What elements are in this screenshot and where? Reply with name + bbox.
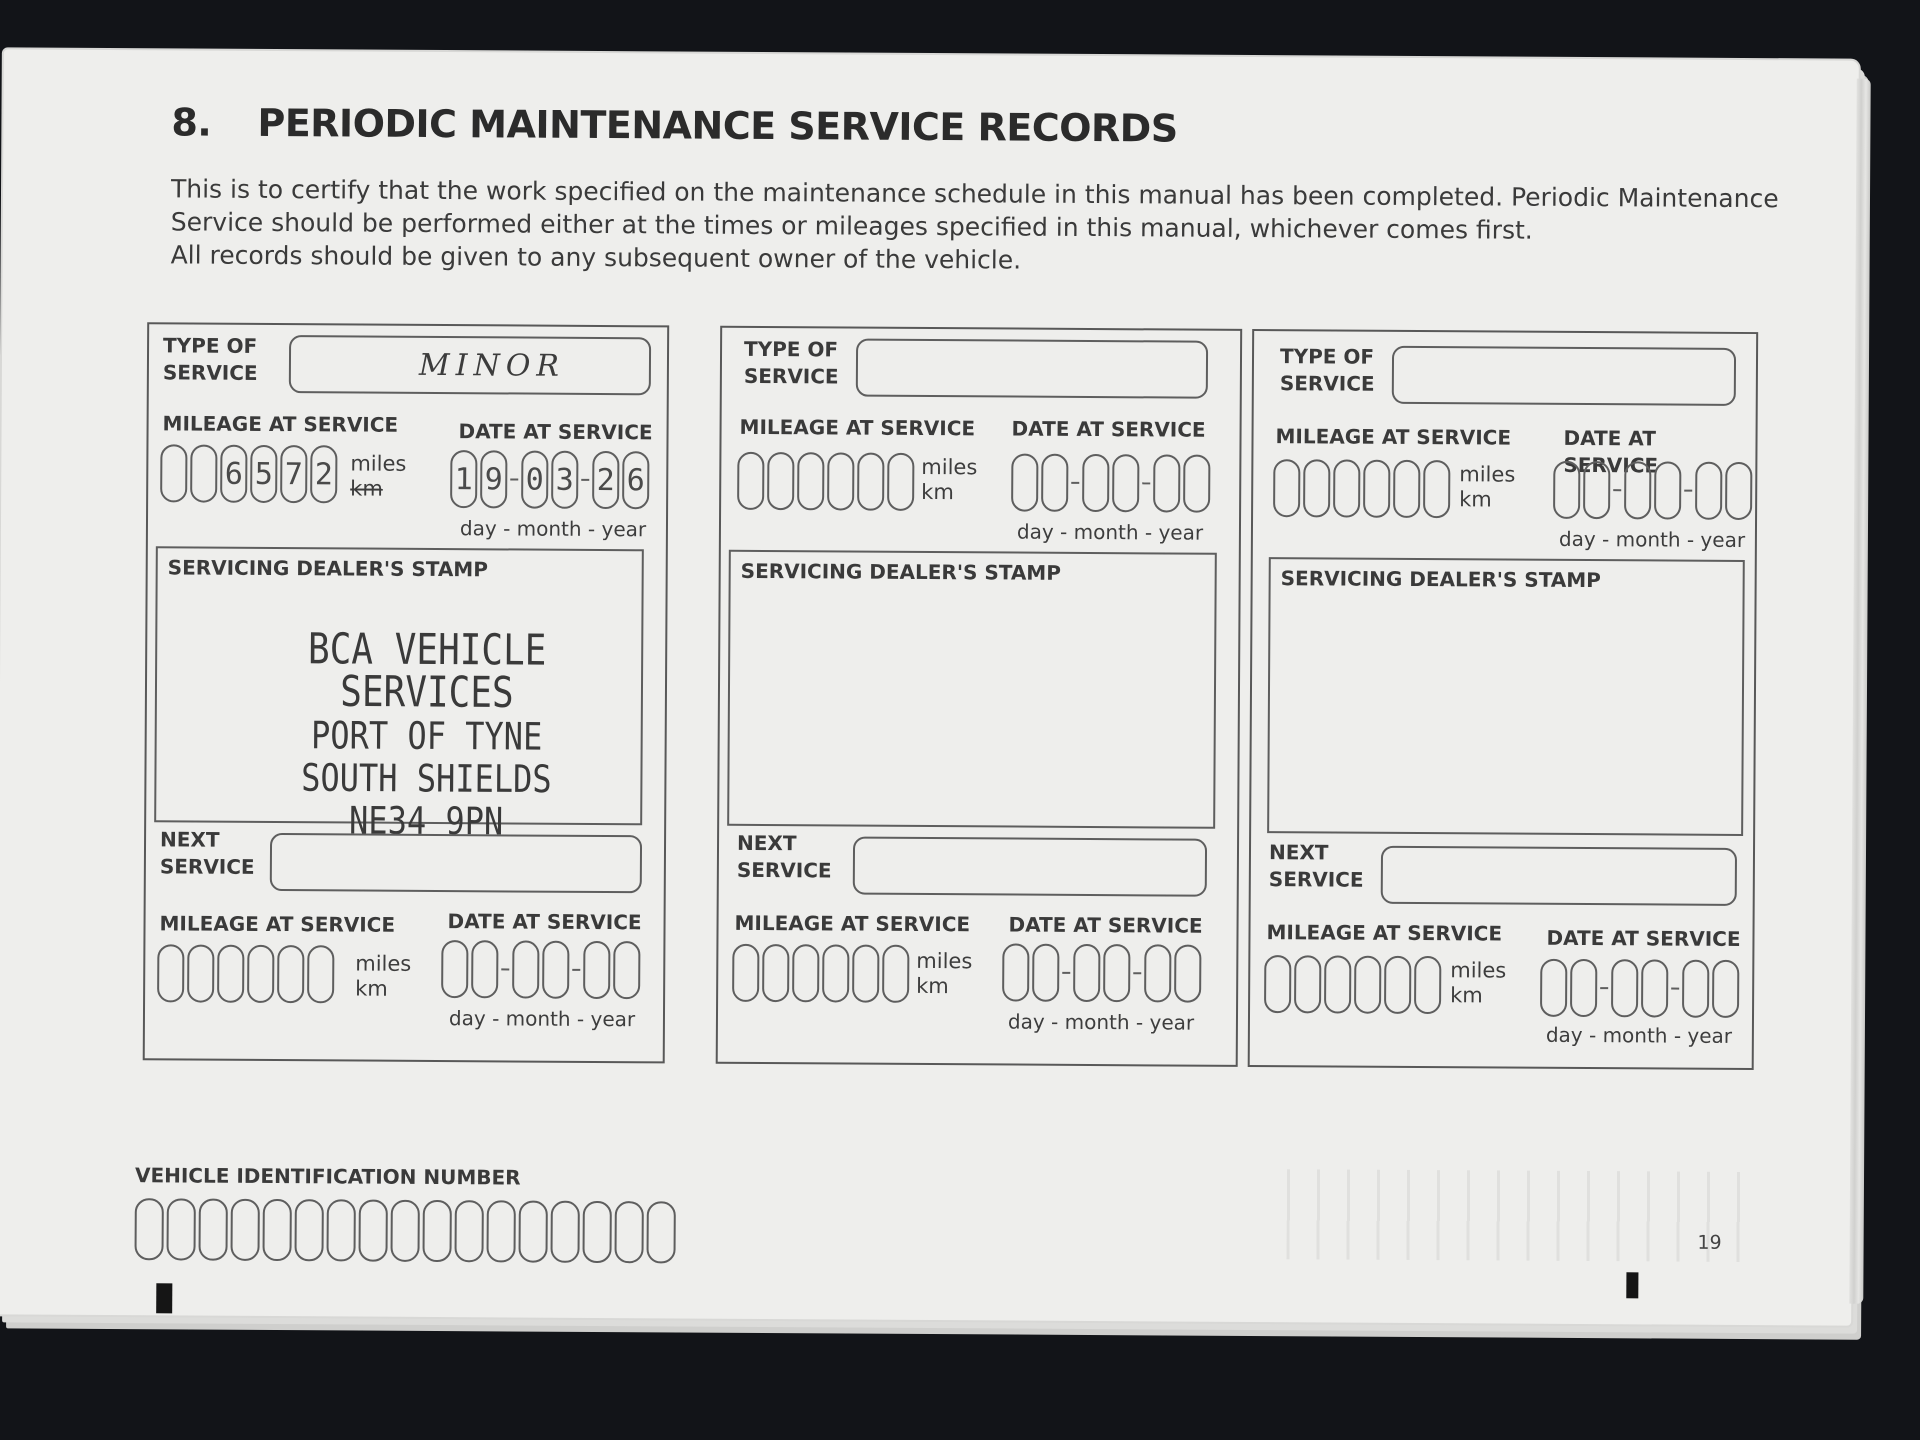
- date-digit-boxes[interactable]: [441, 940, 640, 999]
- date-at-service-label: DATE AT SERVICE: [1008, 912, 1203, 938]
- intro-line-3: All records should be given to any subsequent owner of the vehicle.: [170, 240, 1022, 275]
- next-service-label: NEXT SERVICE: [159, 827, 255, 879]
- vin-box[interactable]: [326, 1199, 355, 1261]
- date-separator: [1600, 987, 1608, 989]
- stamp-line-1: BCA VEHICLE SERVICES: [307, 625, 547, 718]
- vin-box[interactable]: [518, 1201, 547, 1263]
- date-year-box[interactable]: [1695, 462, 1722, 520]
- digit-box[interactable]: [767, 452, 794, 510]
- date-month-box[interactable]: [512, 940, 539, 998]
- dealer-stamp-area: [154, 546, 644, 844]
- date-year-box[interactable]: [613, 941, 640, 999]
- show-through-print: [1287, 1169, 1758, 1262]
- digit-box[interactable]: [190, 444, 217, 502]
- miles-label: miles: [916, 948, 973, 974]
- date-day-box[interactable]: [441, 940, 468, 998]
- date-format-hint: day - month - year: [1558, 526, 1746, 552]
- date-day-box[interactable]: [1041, 454, 1068, 512]
- digit-box[interactable]: [882, 945, 909, 1003]
- date-month-box[interactable]: [1654, 461, 1681, 519]
- mileage-digit-boxes[interactable]: [160, 444, 337, 503]
- date-day-box[interactable]: [1553, 461, 1580, 519]
- digit-box[interactable]: 7: [280, 445, 307, 503]
- service-record-2: [716, 326, 1242, 1067]
- type-of-service-field[interactable]: [856, 339, 1208, 399]
- vin-digit-boxes[interactable]: [134, 1198, 675, 1263]
- date-separator: [1671, 988, 1679, 990]
- date-month-box[interactable]: [1112, 454, 1139, 512]
- digit-box[interactable]: [1264, 955, 1291, 1013]
- digit-box[interactable]: 6: [220, 445, 247, 503]
- date-separator: [510, 478, 518, 480]
- date-year-box[interactable]: [583, 941, 610, 999]
- vin-box[interactable]: [230, 1199, 259, 1261]
- digit-box[interactable]: [160, 444, 187, 502]
- date-format-hint: day - month - year: [459, 516, 647, 542]
- digit-box[interactable]: [1384, 956, 1411, 1014]
- miles-label: miles: [355, 951, 412, 976]
- dealer-stamp-label: SERVICING DEALER'S STAMP: [167, 555, 488, 582]
- digit-box[interactable]: [1324, 955, 1351, 1013]
- mileage-at-service-label: MILEAGE AT SERVICE: [739, 414, 976, 441]
- date-at-service-label: DATE AT SERVICE: [1011, 416, 1206, 442]
- digit-box[interactable]: [157, 944, 184, 1002]
- date-separator: [501, 968, 509, 970]
- mileage-digit-boxes[interactable]: [1273, 459, 1450, 518]
- km-label: km: [355, 976, 388, 1001]
- mileage-at-service-label: MILEAGE AT SERVICE: [734, 910, 971, 937]
- section-heading: [171, 100, 1178, 150]
- date-day-box[interactable]: [1540, 959, 1567, 1017]
- date-format-hint: day - month - year: [1007, 1009, 1195, 1035]
- type-of-service-label: TYPE OF SERVICE: [743, 336, 839, 389]
- mileage-at-service-label: MILEAGE AT SERVICE: [162, 411, 399, 437]
- date-day-box[interactable]: [1570, 959, 1597, 1017]
- stamp-line-2: PORT OF TYNE: [310, 712, 543, 760]
- vin-box[interactable]: [614, 1201, 643, 1263]
- miles-label: miles: [1459, 462, 1516, 487]
- intro-line-1: This is to certify that the work specified on the maintenance schedule in this manual has been completed. Periodic Maintenance: [170, 174, 1779, 214]
- date-format-hint: day - month - year: [448, 1006, 636, 1032]
- next-service-label: NEXT SERVICE: [736, 830, 832, 883]
- date-separator: [1613, 489, 1621, 491]
- date-day-box[interactable]: [1002, 943, 1029, 1001]
- page-stack-edge: [1849, 79, 1870, 1304]
- unit-labels: [921, 455, 977, 505]
- type-of-service-field[interactable]: [289, 335, 651, 395]
- date-separator: [1684, 490, 1692, 492]
- date-year-box[interactable]: [1144, 944, 1171, 1002]
- date-month-box[interactable]: [1073, 944, 1100, 1002]
- vin-box[interactable]: [646, 1201, 675, 1263]
- date-digit-boxes[interactable]: [1553, 461, 1752, 520]
- intro-paragraph: [171, 172, 1802, 281]
- date-digit-boxes[interactable]: [1002, 943, 1201, 1002]
- dealer-stamp-area: [727, 550, 1217, 829]
- date-digit-boxes[interactable]: [1011, 454, 1210, 513]
- km-label: km: [1459, 487, 1492, 512]
- vin-box[interactable]: [358, 1200, 387, 1262]
- date-month-box[interactable]: [1611, 959, 1638, 1017]
- mileage-at-service-label: MILEAGE AT SERVICE: [1275, 424, 1512, 450]
- digit-box[interactable]: [187, 944, 214, 1002]
- date-separator: [1133, 972, 1141, 974]
- vin-box[interactable]: [134, 1198, 163, 1260]
- type-of-service-value: MINOR: [418, 347, 566, 384]
- digit-box[interactable]: [827, 452, 854, 510]
- digit-box[interactable]: [247, 945, 274, 1003]
- date-at-service-label: DATE AT SERVICE: [1546, 925, 1741, 951]
- date-month-box[interactable]: [1103, 944, 1130, 1002]
- date-day-box[interactable]: [1583, 461, 1610, 519]
- date-separator: [1142, 482, 1150, 484]
- unit-labels: [355, 952, 411, 1002]
- digit-box[interactable]: [1273, 459, 1300, 517]
- digit-box[interactable]: [732, 944, 759, 1002]
- date-year-box[interactable]: [1682, 960, 1709, 1018]
- date-day-box[interactable]: 9: [480, 450, 507, 508]
- type-of-service-label: TYPE OF SERVICE: [1279, 344, 1375, 396]
- vin-box[interactable]: [454, 1200, 483, 1262]
- digit-box[interactable]: [737, 452, 764, 510]
- digit-box[interactable]: [762, 944, 789, 1002]
- section-number: 8.: [171, 100, 212, 145]
- mileage-digit-boxes[interactable]: [732, 944, 909, 1003]
- mileage-digit-boxes[interactable]: [157, 944, 334, 1003]
- dealer-stamp-label: SERVICING DEALER'S STAMP: [740, 558, 1061, 585]
- date-format-hint: day - month - year: [1016, 519, 1204, 545]
- next-service-field[interactable]: [270, 833, 642, 893]
- stamp-line-3: SOUTH SHIELDS: [301, 755, 552, 802]
- type-of-service-label: TYPE OF SERVICE: [162, 333, 258, 385]
- type-of-service-field[interactable]: [1392, 346, 1736, 406]
- dealer-stamp-area: [1267, 557, 1745, 836]
- date-digit-boxes[interactable]: [1540, 959, 1739, 1018]
- date-format-hint: day - month - year: [1545, 1022, 1733, 1048]
- intro-line-2: Service should be performed either at the times or mileages specified in this manual, whichever comes first.: [170, 207, 1533, 245]
- date-digit-boxes[interactable]: [450, 450, 649, 509]
- digit-box[interactable]: [822, 944, 849, 1002]
- mileage-at-service-label: MILEAGE AT SERVICE: [1266, 920, 1503, 946]
- mileage-at-service-label: MILEAGE AT SERVICE: [159, 911, 396, 937]
- date-year-box[interactable]: [1725, 462, 1752, 520]
- vin-box[interactable]: [294, 1199, 323, 1261]
- date-month-box[interactable]: [1641, 959, 1668, 1017]
- stamp-line-4: NE34 9PN: [348, 798, 504, 844]
- unit-labels: [1450, 958, 1506, 1008]
- digit-box[interactable]: [797, 452, 824, 510]
- date-year-box[interactable]: 6: [622, 451, 649, 509]
- date-at-service-label: DATE AT SERVICE: [447, 909, 642, 935]
- digit-box[interactable]: [857, 453, 884, 511]
- digit-box[interactable]: [277, 945, 304, 1003]
- date-month-box[interactable]: 3: [551, 451, 578, 509]
- next-service-label: NEXT SERVICE: [1268, 840, 1364, 892]
- vin-box[interactable]: [550, 1201, 579, 1263]
- digit-box[interactable]: [217, 945, 244, 1003]
- date-day-box[interactable]: [1011, 454, 1038, 512]
- section-title: PERIODIC MAINTENANCE SERVICE RECORDS: [257, 100, 1178, 151]
- digit-box[interactable]: 2: [310, 445, 337, 503]
- digit-box[interactable]: [792, 944, 819, 1002]
- page-number: 19: [1697, 1231, 1722, 1254]
- unit-labels: [916, 949, 972, 999]
- date-month-box[interactable]: [1624, 461, 1651, 519]
- digit-box[interactable]: [1333, 459, 1360, 517]
- date-at-service-label: DATE AT SERVICE: [458, 419, 653, 445]
- unit-labels: [350, 451, 406, 501]
- date-day-box[interactable]: [1032, 944, 1059, 1002]
- page-tab-marker-right: [1626, 1272, 1638, 1298]
- date-month-box[interactable]: [1082, 454, 1109, 512]
- digit-box[interactable]: [887, 453, 914, 511]
- date-year-box[interactable]: 2: [592, 451, 619, 509]
- dealer-stamp: [226, 625, 627, 844]
- booklet-page: [0, 49, 1859, 1325]
- digit-box[interactable]: 5: [250, 445, 277, 503]
- miles-label: miles: [921, 454, 978, 480]
- vin-box[interactable]: [262, 1199, 291, 1261]
- vin-box[interactable]: [422, 1200, 451, 1262]
- km-label: km: [916, 973, 949, 999]
- date-separator: [1071, 482, 1079, 484]
- next-service-field[interactable]: [1381, 846, 1737, 906]
- vin-box[interactable]: [390, 1200, 419, 1262]
- vin-label: VEHICLE IDENTIFICATION NUMBER: [134, 1163, 521, 1190]
- vin-box[interactable]: [486, 1200, 515, 1262]
- date-year-box[interactable]: [1153, 454, 1180, 512]
- vin-box[interactable]: [166, 1198, 195, 1260]
- digit-box[interactable]: [1363, 460, 1390, 518]
- mileage-digit-boxes[interactable]: [1264, 955, 1441, 1014]
- date-separator: [572, 969, 580, 971]
- km-label: km: [921, 479, 954, 505]
- page-tab-marker-left: [156, 1283, 172, 1313]
- date-month-box[interactable]: 0: [521, 451, 548, 509]
- digit-box[interactable]: [1423, 460, 1450, 518]
- vin-box[interactable]: [198, 1199, 227, 1261]
- date-separator: [581, 479, 589, 481]
- next-service-field[interactable]: [853, 837, 1207, 897]
- service-record-3: [1248, 329, 1758, 1070]
- service-record-1: [143, 322, 669, 1063]
- km-label-struck: km: [350, 476, 383, 501]
- vin-box[interactable]: [582, 1201, 611, 1263]
- digit-box[interactable]: [1294, 955, 1321, 1013]
- date-at-service-label: DATE AT SERVICE: [1563, 425, 1659, 478]
- digit-box[interactable]: [1303, 459, 1330, 517]
- dealer-stamp-label: SERVICING DEALER'S STAMP: [1280, 566, 1601, 593]
- miles-label: miles: [1450, 958, 1507, 983]
- mileage-digit-boxes[interactable]: [737, 452, 914, 511]
- date-month-box[interactable]: [542, 941, 569, 999]
- digit-box[interactable]: [307, 945, 334, 1003]
- date-day-box[interactable]: [471, 940, 498, 998]
- miles-label: miles: [350, 451, 407, 476]
- digit-box[interactable]: [1414, 956, 1441, 1014]
- date-separator: [1062, 972, 1070, 974]
- digit-box[interactable]: [1393, 460, 1420, 518]
- km-label: km: [1450, 983, 1483, 1008]
- digit-box[interactable]: [852, 945, 879, 1003]
- date-year-box[interactable]: [1174, 945, 1201, 1003]
- date-year-box[interactable]: [1183, 455, 1210, 513]
- date-day-box[interactable]: 1: [450, 450, 477, 508]
- date-year-box[interactable]: [1712, 960, 1739, 1018]
- digit-box[interactable]: [1354, 956, 1381, 1014]
- unit-labels: [1459, 462, 1515, 512]
